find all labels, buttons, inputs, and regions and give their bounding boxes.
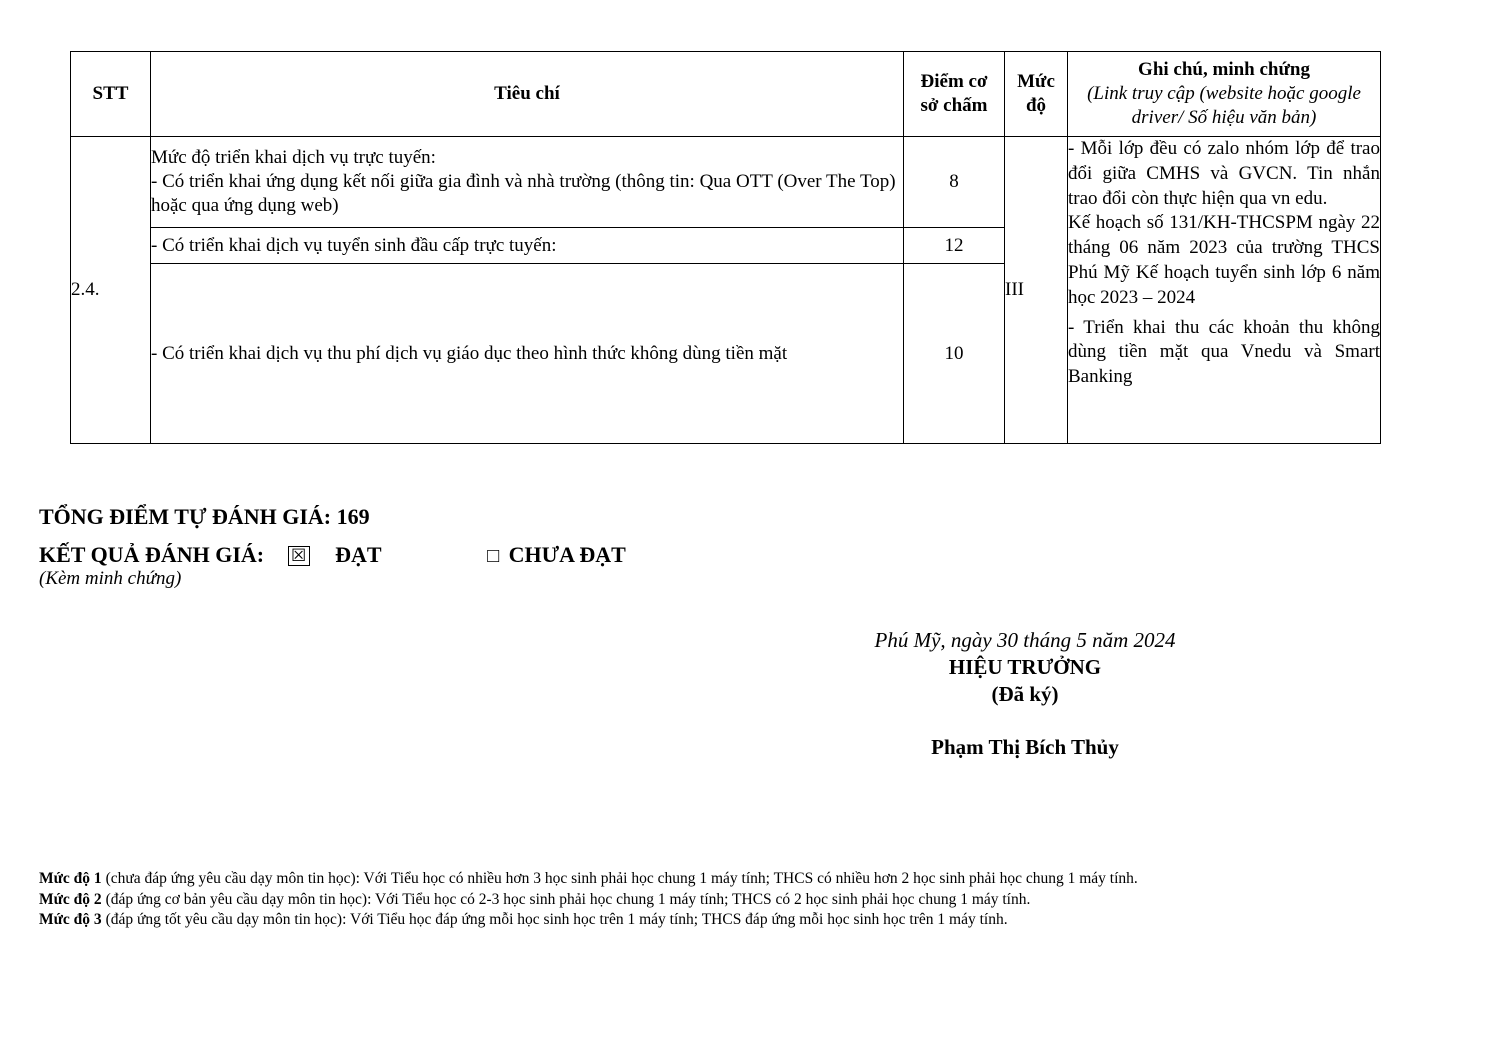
header-score: [904, 52, 1005, 137]
criteria-item-2: - Có triển khai dịch vụ tuyển sinh đầu cấp trực tuyến:: [151, 228, 904, 264]
criteria-item-3: - Có triển khai dịch vụ thu phí dịch vụ giáo dục theo hình thức không dùng tiền mặt: [151, 264, 904, 444]
row-stt: 2.4.: [71, 137, 151, 444]
footnote-3-text: (đáp ứng tốt yêu cầu dạy môn tin học): Với Tiểu học đáp ứng mỗi học sinh học trên 1 máy tính; THCS đáp ứng mỗi học sinh học trên 1 máy tính.: [101, 911, 1008, 928]
footnote-3: [39, 910, 1138, 931]
footnote-1-label: Mức độ 1: [39, 870, 102, 887]
header-level-line2: độ: [1025, 95, 1047, 116]
header-criteria: Tiêu chí: [151, 52, 904, 137]
header-notes-subtitle: (Link truy cập (website hoặc google driver/ Số hiệu văn bản): [1087, 83, 1361, 128]
footnote-2: [39, 890, 1138, 911]
header-score-line2: sở chấm: [920, 95, 988, 116]
unchecked-box-icon: □: [487, 545, 500, 567]
signer-name: Phạm Thị Bích Thủy: [931, 735, 1119, 759]
total-score: TỔNG ĐIỂM TỰ ĐÁNH GIÁ: 169: [39, 504, 370, 529]
table-header-row: [71, 52, 1381, 137]
footnote-1: [39, 869, 1138, 890]
score-cell-1: 8: [904, 137, 1005, 228]
fail-label: CHƯA ĐẠT: [508, 542, 626, 567]
header-level-line1: Mức: [1017, 71, 1055, 92]
note-1: - Mỗi lớp đều có zalo nhóm lớp để trao đổi giữa CMHS và GVCN. Tin nhắn trao đổi còn thực hiện qua vn edu.: [1068, 138, 1380, 209]
signer-title: HIỆU TRƯỞNG: [948, 655, 1102, 679]
level-cell: III: [1005, 137, 1068, 444]
header-score-line1: Điểm cơ: [920, 71, 988, 92]
header-stt: STT: [71, 52, 151, 137]
attachment-note: (Kèm minh chứng): [39, 568, 182, 589]
evaluation-result: [39, 542, 626, 568]
result-label: KẾT QUẢ ĐÁNH GIÁ:: [39, 542, 265, 567]
criteria-item-1: - Có triển khai ứng dụng kết nối giữa gia đình và nhà trường (thông tin: Qua OTT (Over The Top) hoặc qua ứng dụng web): [151, 171, 896, 216]
criteria-cell-1: [151, 137, 904, 228]
criteria-table: [70, 51, 1381, 444]
place-date: Phú Mỹ, ngày 30 tháng 5 năm 2024: [874, 628, 1176, 652]
note-2: Kế hoạch số 131/KH-THCSPM ngày 22 tháng 06 năm 2023 của trường THCS Phú Mỹ Kế hoạch tuyển sinh lớp 6 năm học 2023 – 2024: [1068, 212, 1380, 308]
pass-label: ĐẠT: [335, 542, 382, 567]
notes-cell: [1068, 137, 1381, 444]
score-cell-2: 12: [904, 228, 1005, 264]
checked-box-icon: ☒: [288, 546, 310, 566]
table-row: [71, 137, 1381, 228]
footnotes: [39, 869, 1138, 931]
footnote-2-text: (đáp ứng cơ bản yêu cầu dạy môn tin học): Với Tiểu học có 2-3 học sinh phải học chung 1 máy tính; THCS có 2 học sinh phải học chung 1 máy tính.: [101, 890, 1031, 908]
signed-note: (Đã ký): [991, 682, 1059, 706]
footnote-2-label: Mức độ 2: [39, 890, 102, 908]
criteria-intro: Mức độ triển khai dịch vụ trực tuyến:: [151, 147, 436, 168]
header-notes-title: Ghi chú, minh chứng: [1138, 59, 1310, 80]
header-level: [1005, 52, 1068, 137]
note-3: - Triển khai thu các khoản thu không dùng tiền mặt qua Vnedu và Smart Banking: [1068, 316, 1380, 388]
header-notes: [1068, 52, 1381, 137]
footnote-3-label: Mức độ 3: [39, 911, 102, 928]
score-cell-3: 10: [904, 264, 1005, 444]
footnote-1-text: (chưa đáp ứng yêu cầu dạy môn tin học): Với Tiểu học có nhiều hơn 3 học sinh phải học chung 1 máy tính; THCS có nhiều hơn 2 học sinh phải học chung 1 máy tính.: [101, 870, 1138, 887]
